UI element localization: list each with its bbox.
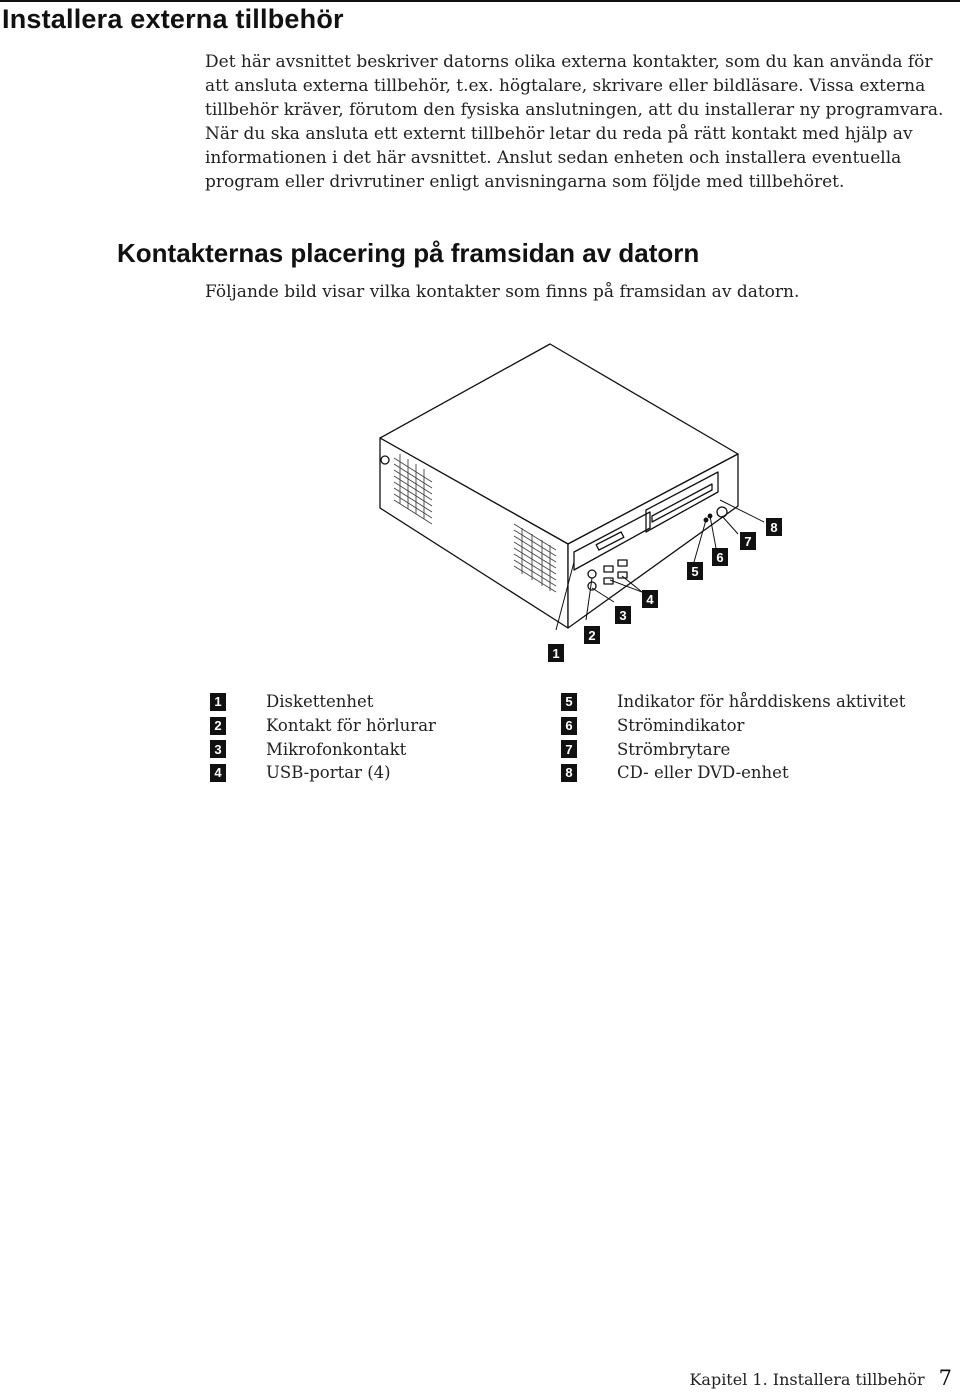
svg-text:5: 5 [691,564,699,579]
callout-3 [615,606,631,624]
legend-item [561,690,905,714]
legend-label: Strömindikator [617,716,745,736]
callout-4 [642,590,658,608]
page-title: Installera externa tillbehör [2,4,344,34]
top-rule [0,0,960,2]
svg-text:4: 4 [646,592,654,607]
page-footer [689,1366,952,1390]
callout-2 [584,626,600,644]
legend-item [561,761,905,785]
svg-text:6: 6 [716,550,724,565]
callout-1 [548,644,564,662]
legend-number: 8 [561,764,577,782]
callout-7 [740,532,756,550]
footer-chapter: Kapitel 1. Installera tillbehör [689,1370,925,1389]
section-lead: Följande bild visar vilka kontakter som finns på framsidan av datorn. [205,282,800,302]
svg-text:2: 2 [588,628,596,643]
page-number: 7 [938,1366,952,1390]
legend-left [210,690,436,785]
callout-5 [687,562,703,580]
intro-paragraph: Det här avsnittet beskriver datorns olika externa kontakter, som du kan använda för att ansluta externa tillbehör, t.ex. högtalare, skrivare eller bildläsare. Vissa externa tillbehör kräver, förutom den fysiska anslutningen, att du installerar ny programvara. När du ska ansluta ett externt tillbehör letar du reda på rätt kontakt med hjälp av informationen i det här avsnittet. Anslut sedan enheten och installera eventuella program eller drivrutiner enligt anvisningarna som följde med tillbehöret. [205,52,944,192]
legend-number: 2 [210,717,226,735]
svg-text:1: 1 [552,646,560,661]
legend-right [561,690,905,785]
svg-text:7: 7 [744,534,752,549]
legend-number: 7 [561,740,577,758]
legend-item [210,690,436,714]
usb-port-4 [618,572,627,578]
legend-item [561,714,905,738]
legend-label: USB-portar (4) [266,763,391,783]
legend-number: 6 [561,717,577,735]
usb-port-1 [604,566,613,572]
legend-label: Strömbrytare [617,739,731,759]
legend-number: 3 [210,740,226,758]
section-heading: Kontakternas placering på framsidan av datorn [117,238,700,268]
legend-label: Mikrofonkontakt [266,739,407,759]
legend-label: Kontakt för hörlurar [266,716,436,736]
svg-text:8: 8 [770,520,778,535]
usb-port-3 [618,560,627,566]
legend-item [210,737,436,761]
callout-6 [712,548,728,566]
svg-text:3: 3 [619,608,627,623]
legend-item [210,714,436,738]
legend-item [561,737,905,761]
legend-label: CD- eller DVD-enhet [617,763,789,783]
legend-number: 4 [210,764,226,782]
legend-number: 1 [210,693,226,711]
legend-item [210,761,436,785]
callout-8 [766,518,782,536]
legend-number: 5 [561,693,577,711]
legend-label: Indikator för hårddiskens aktivitet [617,692,906,712]
legend-label: Diskettenhet [266,692,374,712]
computer-front-figure [360,330,800,670]
